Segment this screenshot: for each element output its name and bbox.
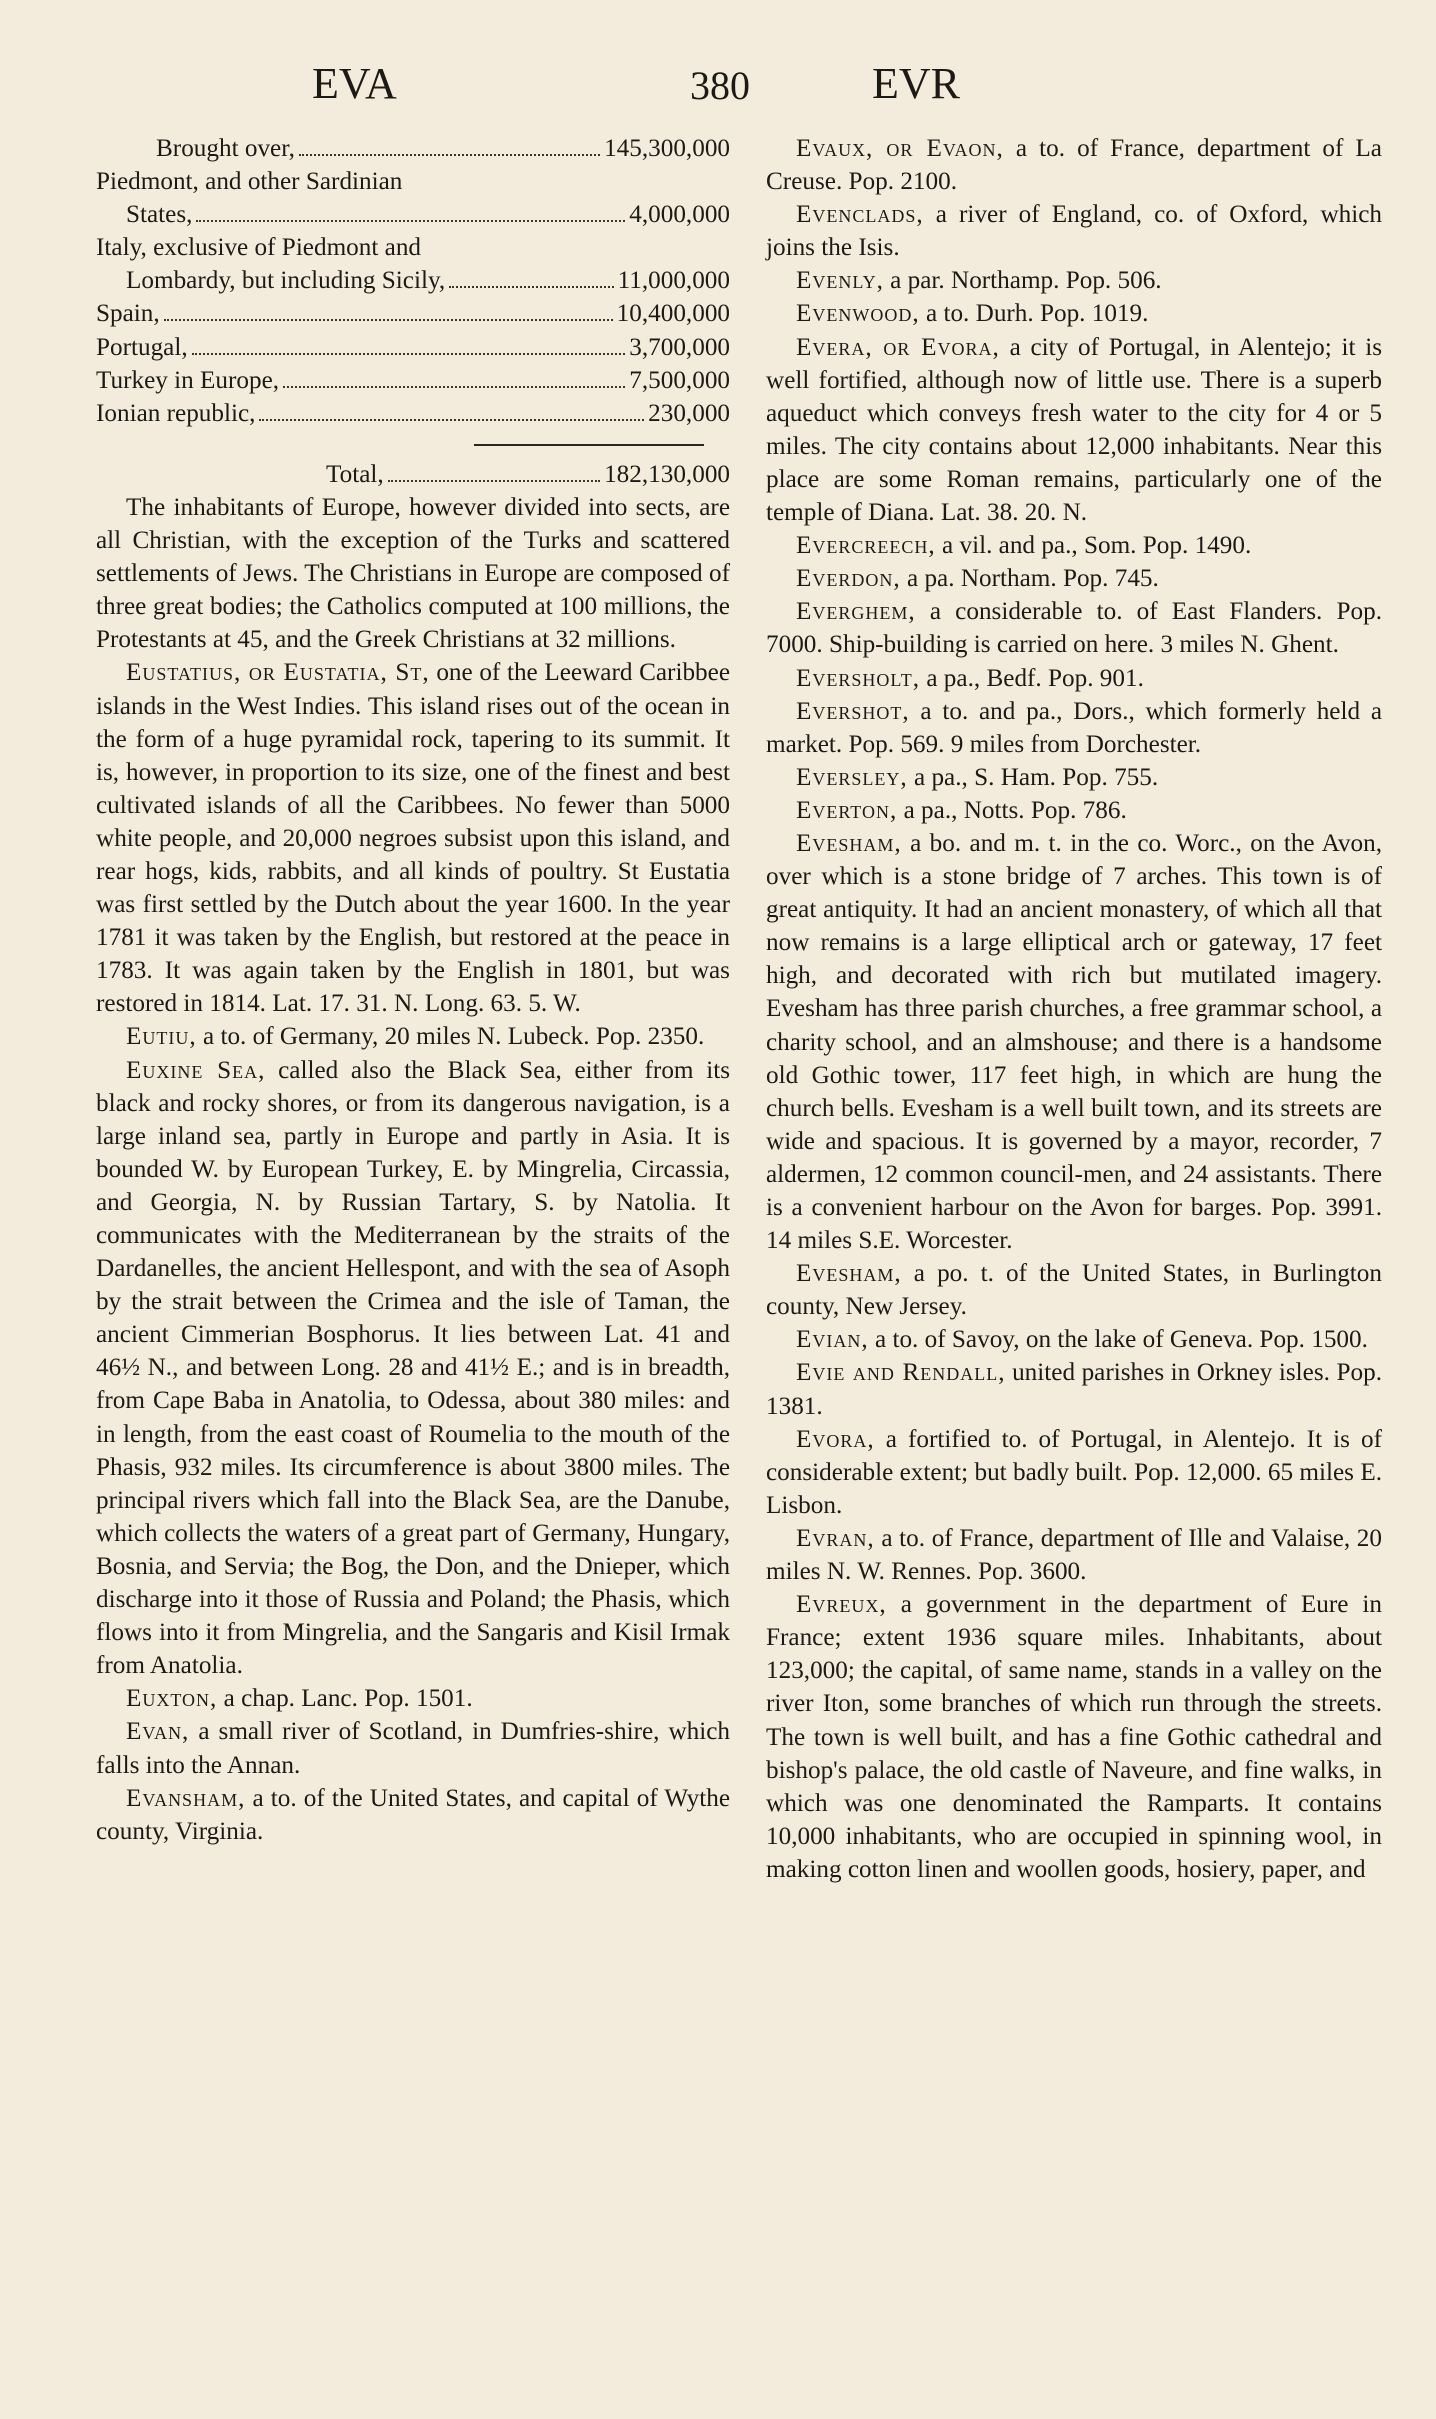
entry-text: a river of England, co. of Oxford, which joins the Isis. [766, 201, 1382, 262]
table-row [96, 264, 730, 297]
entry-text: a chap. Lanc. Pop. 1501. [217, 1685, 473, 1713]
entry [766, 529, 1382, 562]
entry-text: a par. Northamp. Pop. 506. [883, 267, 1162, 295]
entry-text: The inhabitants of Europe, however divided into sects, are all Christian, with the exception of the Turks and scattered settlements of Jews. The Christians in Europe are composed of three great bodies; the Catholics computed at 100 millions, the Protestants at 45, and the Greek Christians at 32 millions. [96, 493, 730, 654]
entry-headword: Euxton, [126, 1685, 218, 1713]
row-value: 145,300,000 [604, 135, 730, 162]
entry-text: a vil. and pa., Som. Pop. 1490. [935, 532, 1252, 560]
row-value: 7,500,000 [629, 366, 730, 394]
entry-headword: Everdon, [796, 565, 901, 593]
entry [766, 827, 1382, 1257]
entry-headword: Eversholt, [796, 664, 921, 692]
page-number: 380 [690, 63, 750, 108]
entry-headword: Evercreech, [796, 532, 936, 560]
entry [766, 1356, 1382, 1422]
entry [96, 491, 730, 656]
table-row [96, 231, 730, 264]
leader-dots [164, 319, 613, 321]
entry-headword: Evreux, [796, 1591, 887, 1619]
table-row [96, 132, 730, 165]
table-row [96, 297, 730, 330]
left-column [96, 132, 730, 1848]
entry-headword: Evansham, [126, 1784, 246, 1812]
entry [766, 1588, 1382, 1886]
entry-headword: Evaux, or Evaon, [796, 135, 1004, 162]
entry-text: a to. of France, department of La Creuse. Pop. 2100. [766, 135, 1382, 196]
right-column [766, 132, 1382, 1886]
entry [96, 1782, 730, 1848]
entry-text: one of the Leeward Caribbee islands in the West Indies. This island rises out of the ocean in the form of a huge pyramidal rock, tapering to its summit. It is, however, in proportion to its size, one of the finest and best cultivated islands of all the Caribbees. No fewer than 5000 white people, and 20,000 negroes subsist upon this island, and rear hogs, kids, rabbits, and all kinds of poultry. St Eustatia was first settled by the Dutch about the year 1600. In the year 1781 it was taken by the English, but restored at the peace in 1783. It was again taken by the English in 1801, but was restored in 1814. Lat. 17. 31. N. Long. 63. 5. W. [96, 659, 730, 1018]
entry-headword: Evian, [796, 1326, 869, 1354]
entry-text: a to. of France, department of Ille and Valaise, 20 miles N. W. Rennes. Pop. 3600. [766, 1524, 1382, 1586]
entry-headword: Evershot, [796, 697, 910, 725]
right-entries [766, 132, 1382, 1886]
entry-text: a small river of Scotland, in Dumfries-shire, which falls into the Annan. [96, 1718, 730, 1779]
entry-headword: Evesham, [796, 1260, 902, 1288]
total-label: Total, [326, 460, 384, 488]
entry-text: a pa., Bedf. Pop. 901. [920, 664, 1144, 692]
entry-headword: Evora, [796, 1425, 875, 1453]
leader-dots [192, 353, 626, 355]
entry-headword: Eversley, [796, 763, 908, 791]
entry-text: a to. of Savoy, on the lake of Geneva. Pop. 1500. [868, 1326, 1368, 1354]
entry-text: a to. of Germany, 20 miles N. Lubeck. Pop. 2350. [196, 1023, 705, 1051]
entry-headword: Eutiu, [126, 1023, 197, 1051]
entry [766, 331, 1382, 530]
entry [96, 1715, 730, 1781]
entry [766, 662, 1382, 695]
entry [766, 264, 1382, 297]
entry-headword: Evran, [796, 1524, 875, 1552]
entry-headword: Eustatius, or Eustatia, St, [126, 659, 430, 687]
entry-text: a fortified to. of Portugal, in Alentejo. It is of considerable extent; but badly built. Pop. 12,000. 65 miles E. Lisbon. [766, 1425, 1382, 1519]
entry-headword: Euxine Sea, [126, 1056, 266, 1084]
leader-dots [283, 386, 625, 388]
entry [766, 132, 1382, 198]
row-label: Brought over, [156, 135, 295, 162]
row-label: Lombardy, but including Sicily, [126, 267, 446, 295]
row-label: Piedmont, and other Sardinian [96, 168, 403, 196]
running-head-left: EVA [312, 59, 397, 108]
row-label: Ionian republic, [96, 399, 256, 427]
leader-dots [449, 286, 613, 288]
entry [766, 1323, 1382, 1356]
entry-headword: Everton, [796, 796, 898, 824]
table-row [96, 198, 730, 231]
entry-headword: Evie and Rendall, [796, 1359, 1006, 1387]
population-table [96, 132, 730, 430]
entry-headword: Evenly, [796, 267, 884, 295]
entry-text: called also the Black Sea, either from its black and rocky shores, or from its dangerous navigation, is a large inland sea, partly in Europe and partly in Asia. It is bounded W. by European Turkey, E. by Mingrelia, Circassia, and Georgia, N. by Russian Tartary, S. by Natolia. It communicates with the Mediterranean by the straits of the Dardanelles, the ancient Hellespont, and with the sea of Asoph by the strait between the Crimea and the isle of Taman, the ancient Cimmerian Bosphorus. It lies between Lat. 41 and 46½ N., and between Long. 28 and 41½ E.; and is in breadth, from Cape Baba in Anatolia, to Odessa, about 380 miles: and in length, from the east coast of Roumelia to the mouth of the Phasis, 932 miles. Its circumference is about 3800 miles. The principal rivers which fall into the Black Sea, are the Danube, which collects the waters of a great part of Germany, Hungary, Bosnia, and Servia; the Bog, the Don, and the Dnieper, which discharge into it those of Russia and Poland; the Phasis, which flows into it from Mingrelia, and the Sangaris and Kisil Irmak from Anatolia. [96, 1056, 731, 1680]
entry-headword: Evera, or Evora, [796, 333, 1000, 361]
leader-dots [259, 419, 644, 421]
table-row [96, 165, 730, 198]
entry [96, 1682, 730, 1715]
entry-headword: Evesham, [796, 829, 902, 857]
row-label: Italy, exclusive of Piedmont and [96, 234, 422, 262]
entry-text: a government in the department of Eure in France; extent 1936 square miles. Inhabitants, about 123,000; the capital, of same name, stands in a valley on the river Iton, some branches of which run through the streets. The town is well built, and has a fine Gothic cathedral and bishop's palace, the old castle of Naveure, and fine walks, in which was one denominated the Ramparts. It contains 10,000 inhabitants, who are occupied in spinning wool, in making cotton linen and woollen goods, hosiery, paper, and [766, 1591, 1382, 1883]
entry-headword: Everghem, [796, 598, 916, 626]
leader-dots [196, 220, 625, 222]
total-row [96, 458, 730, 491]
leader-dots [388, 480, 600, 482]
row-value: 3,700,000 [629, 333, 730, 361]
entry [766, 1522, 1382, 1588]
entry [766, 562, 1382, 595]
left-entries [96, 491, 730, 1848]
row-label: Turkey in Europe, [96, 366, 280, 394]
table-row [96, 397, 730, 430]
entry-headword: Evenclads, [796, 201, 924, 229]
entry-text: a to. of the United States, and capital of Wythe county, Virginia. [96, 1784, 730, 1845]
entry [766, 794, 1382, 827]
running-head-right: EVR [872, 59, 960, 108]
entry-headword: Evenwood, [796, 300, 920, 328]
entry-text: a to. and pa., Dors., which formerly held a market. Pop. 569. 9 miles from Dorchester. [766, 697, 1382, 758]
entry-headword: Evan, [126, 1718, 190, 1746]
entry [96, 1054, 730, 1683]
entry [766, 297, 1382, 330]
entry-text: united parishes in Orkney isles. Pop. 1381. [766, 1359, 1382, 1420]
row-label: States, [126, 201, 193, 229]
row-value: 11,000,000 [617, 267, 730, 295]
entry [96, 656, 730, 1020]
entry [96, 1020, 730, 1053]
row-label: Spain, [96, 300, 160, 328]
entry-text: a pa., S. Ham. Pop. 755. [907, 763, 1159, 791]
entry-text: a pa. Northam. Pop. 745. [900, 565, 1159, 593]
entry-text: a to. Durh. Pop. 1019. [919, 300, 1149, 328]
entry [766, 595, 1382, 661]
row-label: Portugal, [96, 333, 188, 361]
entry [766, 695, 1382, 761]
entry-text: a pa., Notts. Pop. 786. [897, 796, 1127, 824]
entry [766, 761, 1382, 794]
entry-text: a bo. and m. t. in the co. Worc., on the Avon, over which is a stone bridge of 7 arches. This town is of great antiquity. It had an ancient monastery, of which all that now remains is a large elliptical arch or gateway, 17 feet high, and decorated with rich but mutilated imagery. Evesham has three parish churches, a free grammar school, a charity school, and an almshouse; and there is a handsome old Gothic tower, 117 feet high, in which are hung the church bells. Evesham is a well built town, and its streets are wide and spacious. It is governed by a mayor, recorder, 7 aldermen, 12 common council-men, and 24 assistants. There is a convenient harbour on the Avon for barges. Pop. 3991. 14 miles S.E. Worcester. [766, 829, 1382, 1255]
entry-text: a city of Portugal, in Alentejo; it is well fortified, although now of little use. There is a superb aqueduct which conveys fresh water to the city for 4 or 5 miles. The city contains about 12,000 inhabitants. Near this place are some Roman remains, particularly one of the temple of Diana. Lat. 38. 20. N. [766, 333, 1382, 527]
entry-text: a po. t. of the United States, in Burlington county, New Jersey. [766, 1260, 1382, 1321]
entry [766, 1423, 1382, 1522]
row-value: 230,000 [648, 399, 730, 427]
leader-dots [299, 154, 600, 156]
row-value: 4,000,000 [629, 201, 730, 229]
table-row [96, 364, 730, 397]
entry [766, 198, 1382, 264]
entry-text: a considerable to. of East Flanders. Pop. 7000. Ship-building is carried on here. 3 miles N. Ghent. [766, 598, 1382, 659]
entry [766, 1257, 1382, 1323]
row-value: 10,400,000 [616, 300, 730, 328]
total-value: 182,130,000 [604, 460, 730, 488]
total-rule [474, 444, 704, 446]
table-row [96, 331, 730, 364]
